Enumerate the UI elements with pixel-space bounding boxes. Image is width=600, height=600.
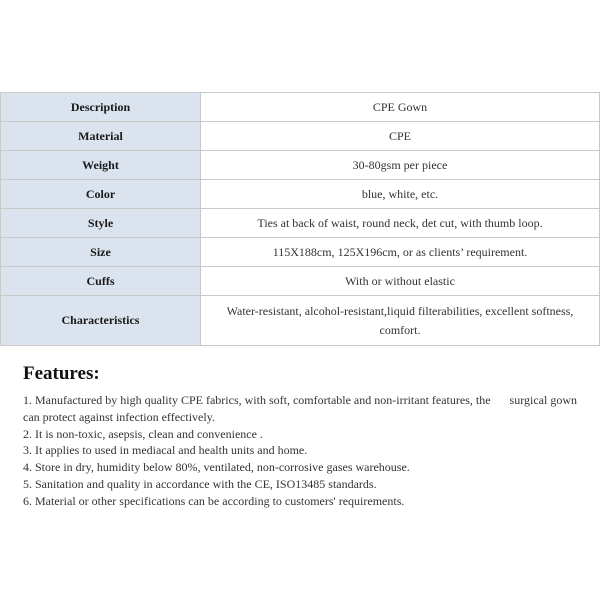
table-row — [1, 238, 600, 267]
features-section — [23, 362, 588, 510]
table-row — [1, 151, 600, 180]
feature-text: 1. Manufactured by high quality CPE fabrics, with soft, comfortable and non-irritant features, the — [23, 393, 491, 407]
row-value-material: CPE — [201, 122, 600, 151]
table-row — [1, 209, 600, 238]
table-row — [1, 122, 600, 151]
row-value-cuffs: With or without elastic — [201, 267, 600, 296]
row-label-material: Material — [1, 122, 201, 151]
row-value-description: CPE Gown — [201, 93, 600, 122]
row-value-characteristics: Water-resistant, alcohol-resistant,liquid filterabilities, excellent softness, comfort. — [201, 296, 600, 346]
features-heading: Features: — [23, 363, 100, 384]
table-row — [1, 296, 600, 346]
table-row — [1, 93, 600, 122]
list-item: 6. Material or other specifications can be according to customers' requirements. — [23, 493, 405, 508]
row-label-weight: Weight — [1, 151, 201, 180]
spec-table — [0, 92, 600, 346]
row-label-color: Color — [1, 180, 201, 209]
row-label-characteristics: Characteristics — [1, 296, 201, 346]
row-label-size: Size — [1, 238, 201, 267]
features-list — [23, 392, 588, 510]
list-item — [23, 392, 588, 426]
feature-text-continued: surgical gown can protect against infection effectively. — [23, 393, 577, 424]
list-item: 5. Sanitation and quality in accordance with the CE, ISO13485 standards. — [23, 476, 377, 491]
row-label-description: Description — [1, 93, 201, 122]
row-value-weight: 30-80gsm per piece — [201, 151, 600, 180]
list-item: 4. Store in dry, humidity below 80%, ventilated, non-corrosive gases warehouse. — [23, 460, 410, 475]
list-item: 3. It applies to used in mediacal and health units and home. — [23, 443, 308, 458]
row-label-cuffs: Cuffs — [1, 267, 201, 296]
row-value-size: 115X188cm, 125X196cm, or as clients’ requirement. — [201, 238, 600, 267]
table-row — [1, 180, 600, 209]
row-value-color: blue, white, etc. — [201, 180, 600, 209]
row-value-style: Ties at back of waist, round neck, det cut, with thumb loop. — [201, 209, 600, 238]
table-row — [1, 267, 600, 296]
list-item: 2. It is non-toxic, asepsis, clean and convenience . — [23, 426, 263, 441]
row-label-style: Style — [1, 209, 201, 238]
